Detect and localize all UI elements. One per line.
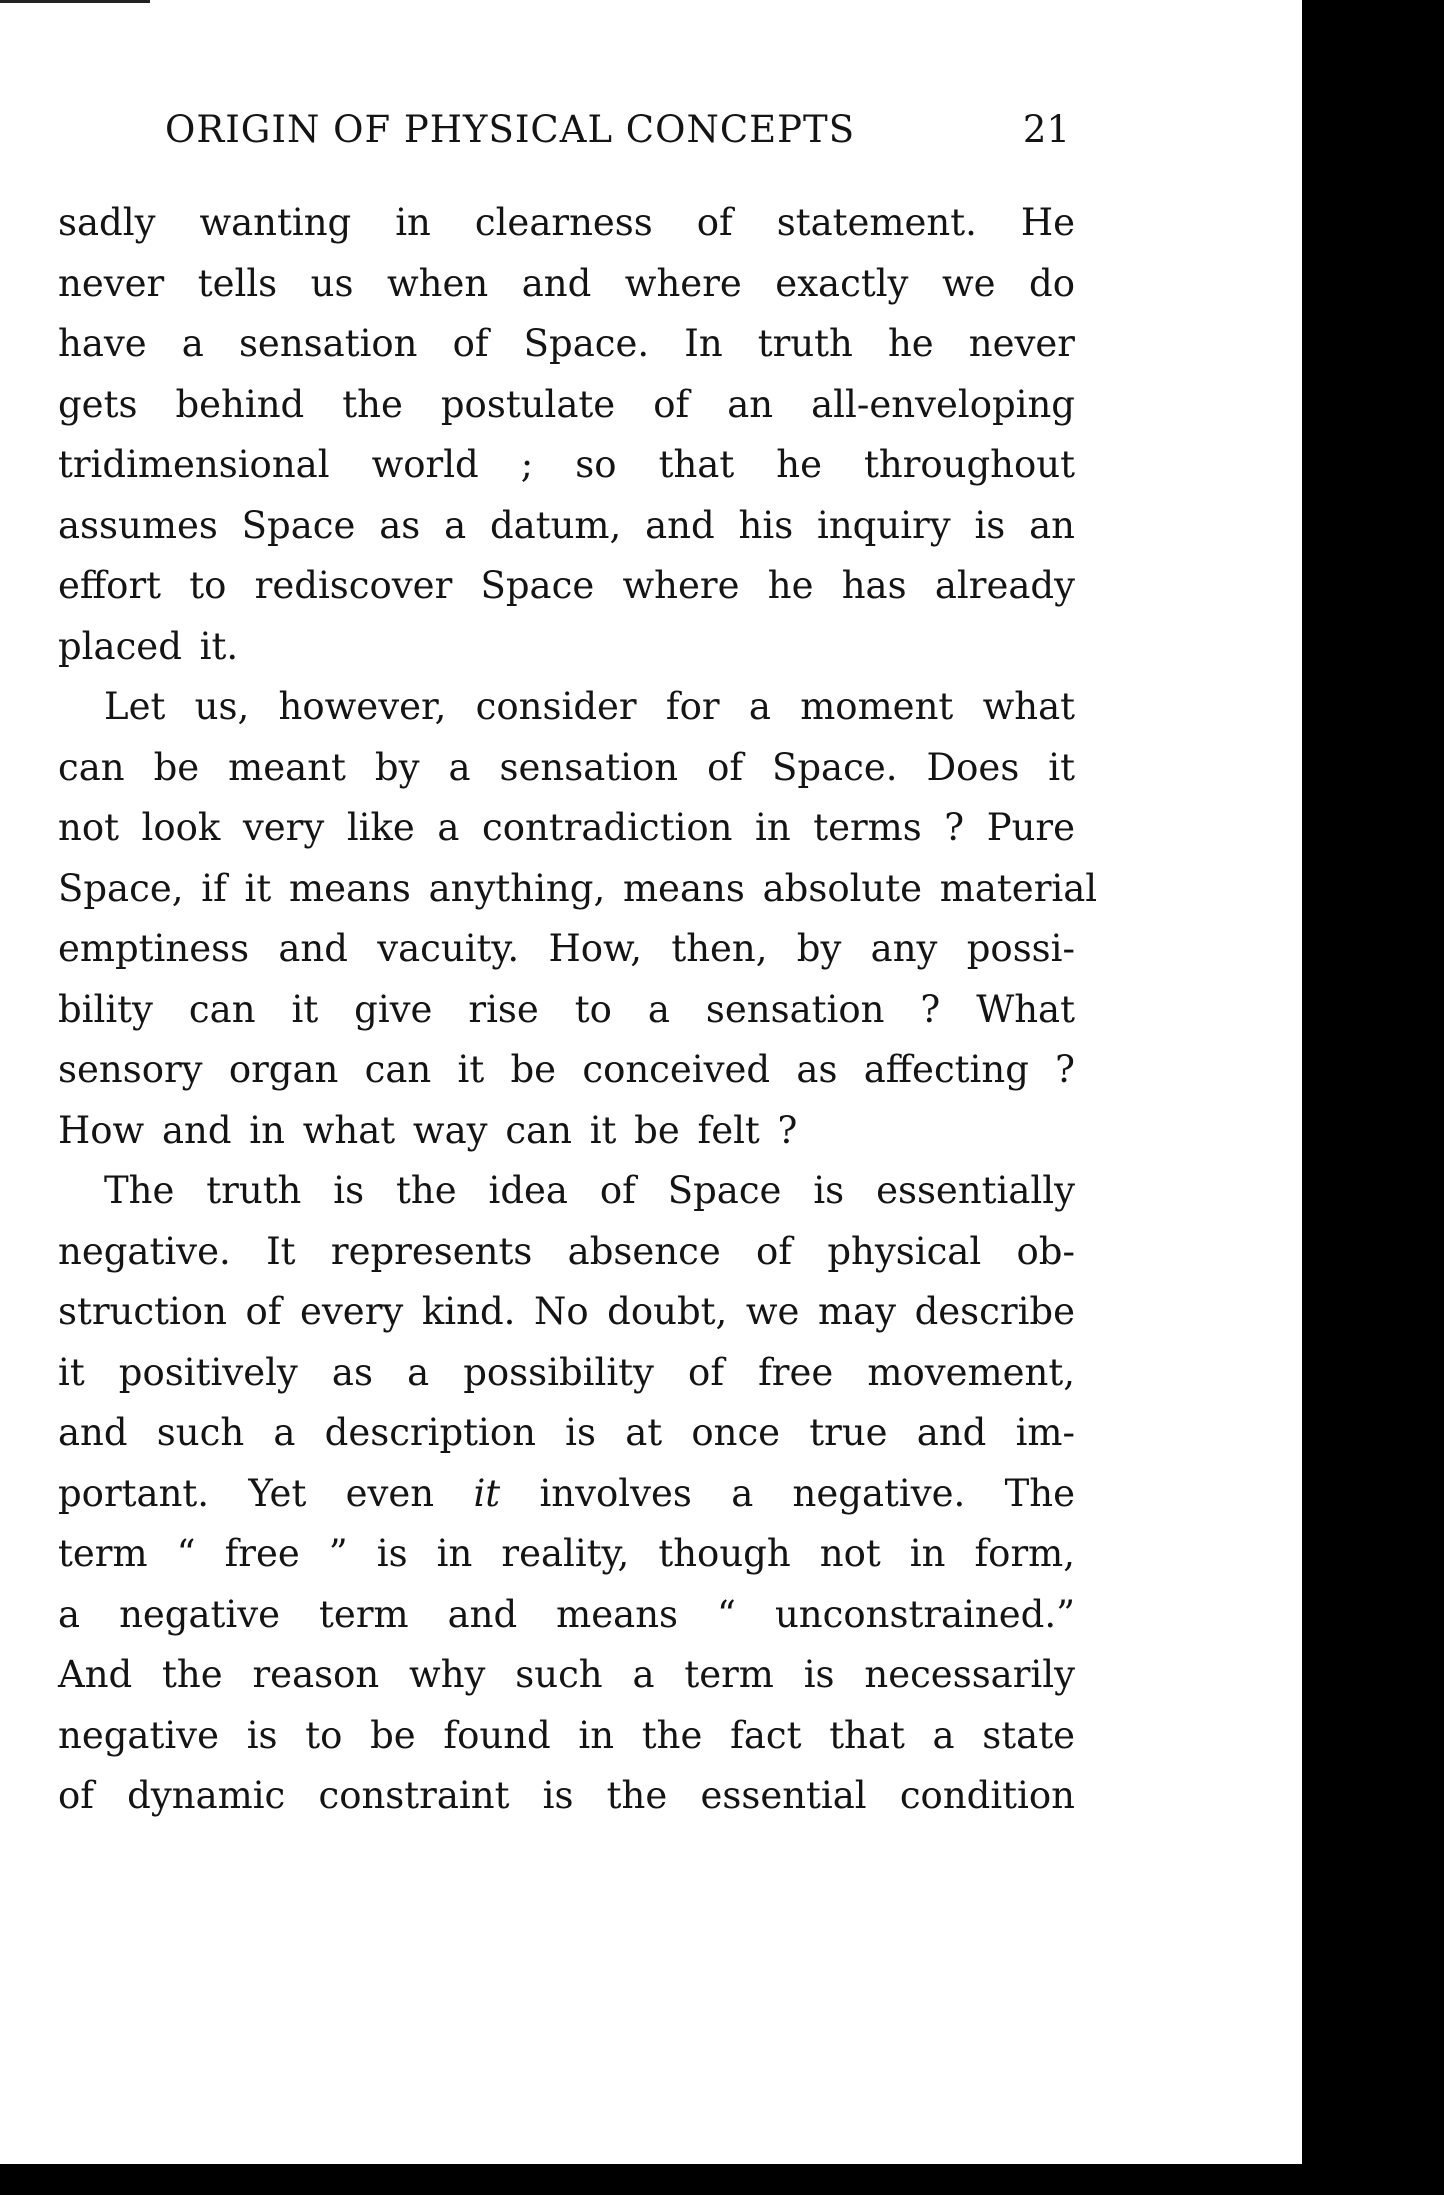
paragraph-3	[58, 1161, 1075, 1827]
text-line: sensory organ can it be conceived as affecting ?	[58, 1048, 1075, 1091]
scan-edge-mark	[0, 0, 150, 3]
body-text	[58, 193, 1098, 1827]
paragraph-1	[58, 193, 1075, 677]
text-line: sadly wanting in clearness of statement. He	[58, 201, 1075, 244]
text-line: tridimensional world ; so that he throughout	[58, 443, 1075, 486]
page-number: 21	[1022, 108, 1070, 151]
text-line: negative is to be found in the fact that a state	[58, 1713, 1075, 1757]
text-line	[58, 1464, 1075, 1525]
text-line: And the reason why such a term is necessarily	[58, 1653, 1075, 1696]
text-line: can be meant by a sensation of Space. Does it	[58, 745, 1075, 789]
text-line: Let us, however, consider for a moment what	[104, 685, 1075, 728]
paragraph-2	[58, 677, 1098, 1161]
text-line: of dynamic constraint is the essential condition	[58, 1774, 1075, 1817]
text-line: placed it.	[58, 624, 239, 668]
text-line: assumes Space as a datum, and his inquiry is an	[58, 503, 1075, 547]
text-line: negative. It represents absence of physical ob-	[58, 1229, 1075, 1273]
text-line: it positively as a possibility of free movement,	[58, 1350, 1075, 1394]
text-line: and such a description is at once true and im-	[58, 1411, 1075, 1454]
text-line: struction of every kind. No doubt, we may describe	[58, 1290, 1075, 1333]
text-line: How and in what way can it be felt ?	[58, 1108, 798, 1152]
text-line: The truth is the idea of Space is essentially	[104, 1169, 1075, 1212]
text-line: not look very like a contradiction in terms ? Pure	[58, 806, 1075, 849]
running-title: ORIGIN OF PHYSICAL CONCEPTS	[165, 108, 856, 151]
text-line: a negative term and means “ unconstrained.”	[58, 1592, 1075, 1636]
text-fragment: involves a negative. The	[500, 1471, 1075, 1515]
text-line: bility can it give rise to a sensation ? What	[58, 987, 1075, 1031]
page-header	[165, 108, 1070, 168]
text-line: never tells us when and where exactly we do	[58, 261, 1075, 305]
text-line: gets behind the postulate of an all-enveloping	[58, 382, 1075, 426]
text-line: have a sensation of Space. In truth he never	[58, 322, 1075, 365]
text-line: term “ free ” is in reality, though not in form,	[58, 1532, 1075, 1575]
text-fragment: portant. Yet even	[58, 1471, 474, 1515]
italic-word: it	[473, 1471, 501, 1515]
text-line: effort to rediscover Space where he has already	[58, 564, 1075, 607]
text-line: emptiness and vacuity. How, then, by any possi-	[58, 927, 1075, 970]
text-line: Space, if it means anything, means absolute material	[58, 866, 1098, 910]
